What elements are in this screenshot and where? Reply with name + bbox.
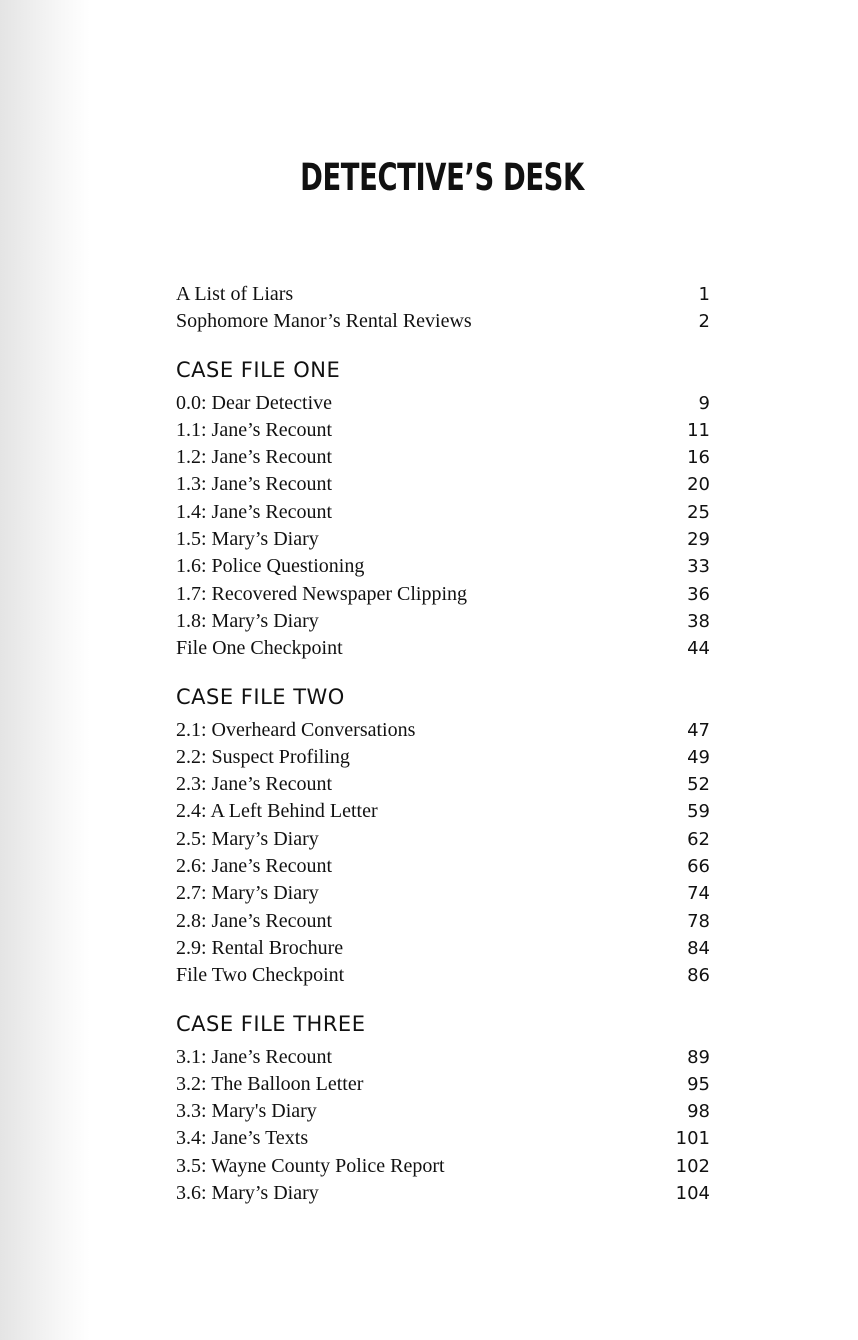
toc-entry-page: 49 xyxy=(687,746,710,768)
toc-entry-page: 66 xyxy=(687,856,710,878)
toc-entry[interactable] xyxy=(176,523,710,550)
toc-entry-label: 3.1: Jane’s Recount xyxy=(176,1045,333,1068)
toc-entry[interactable] xyxy=(176,1041,710,1068)
toc-entry-label: 3.4: Jane’s Texts xyxy=(176,1127,309,1150)
page-edge-shadow xyxy=(0,0,90,1340)
toc-entry-page: 16 xyxy=(687,447,710,469)
toc-entry[interactable] xyxy=(176,1095,710,1122)
toc-entry-page: 11 xyxy=(687,419,710,441)
toc-entry-label: 1.3: Jane’s Recount xyxy=(176,473,333,496)
toc-entry-page: 25 xyxy=(687,501,710,523)
toc-entry-label: 1.7: Recovered Newspaper Clipping xyxy=(176,582,468,605)
toc-entry[interactable] xyxy=(176,387,710,414)
toc-entry-label: 3.3: Mary's Diary xyxy=(176,1100,317,1123)
toc-entry-label: File Two Checkpoint xyxy=(176,964,345,987)
toc-entry[interactable] xyxy=(176,278,710,305)
toc-entry[interactable] xyxy=(176,496,710,523)
toc-entry-page: 89 xyxy=(687,1046,710,1068)
toc-entry-page: 29 xyxy=(687,529,710,551)
toc-entry-label: A List of Liars xyxy=(176,283,294,305)
toc-entry-label: 2.5: Mary’s Diary xyxy=(176,827,319,850)
toc-entry[interactable] xyxy=(176,632,710,659)
toc-entry-page: 20 xyxy=(687,474,710,496)
toc-entry-label: 2.9: Rental Brochure xyxy=(176,936,344,959)
table-of-contents xyxy=(176,278,710,1204)
toc-entry-page: 47 xyxy=(687,719,710,741)
toc-entry[interactable] xyxy=(176,1177,710,1204)
toc-entry-label: 2.3: Jane’s Recount xyxy=(176,773,333,796)
toc-entry[interactable] xyxy=(176,1068,710,1095)
toc-entry[interactable] xyxy=(176,959,710,986)
section-entry-list xyxy=(176,387,710,660)
section-entry-list xyxy=(176,714,710,987)
page-title: DETECTIVE’S DESK xyxy=(300,156,584,199)
toc-entry-label: 1.2: Jane’s Recount xyxy=(176,446,333,469)
toc-entry-label: Sophomore Manor’s Rental Reviews xyxy=(176,310,472,333)
toc-entry[interactable] xyxy=(176,605,710,632)
toc-entry[interactable] xyxy=(176,741,710,768)
toc-entry-label: File One Checkpoint xyxy=(176,637,343,660)
toc-entry-page: 52 xyxy=(687,774,710,796)
toc-entry-label: 3.6: Mary’s Diary xyxy=(176,1182,319,1205)
section-heading: CASE FILE THREE xyxy=(176,1011,366,1036)
toc-entry[interactable] xyxy=(176,1122,710,1149)
toc-entry-page: 2 xyxy=(698,311,710,333)
toc-entry-page: 104 xyxy=(675,1183,710,1205)
toc-entry[interactable] xyxy=(176,850,710,877)
toc-entry-page: 78 xyxy=(687,910,710,932)
toc-entry[interactable] xyxy=(176,823,710,850)
toc-entry[interactable] xyxy=(176,768,710,795)
toc-entry[interactable] xyxy=(176,578,710,605)
toc-entry-page: 62 xyxy=(687,828,710,850)
toc-entry-label: 1.4: Jane’s Recount xyxy=(176,500,333,523)
toc-entry-page: 101 xyxy=(675,1128,710,1150)
section-heading: CASE FILE ONE xyxy=(176,357,341,382)
toc-entry-page: 74 xyxy=(687,883,710,905)
toc-entry-page: 95 xyxy=(687,1073,710,1095)
toc-entry[interactable] xyxy=(176,1150,710,1177)
toc-entry-page: 38 xyxy=(687,610,710,632)
toc-entry-label: 1.5: Mary’s Diary xyxy=(176,528,319,551)
toc-entry[interactable] xyxy=(176,795,710,822)
case-file-sections xyxy=(176,353,710,1205)
toc-entry-page: 36 xyxy=(687,583,710,605)
section-entry-list xyxy=(176,1041,710,1205)
toc-entry-page: 84 xyxy=(687,937,710,959)
toc-entry[interactable] xyxy=(176,905,710,932)
toc-entry-page: 9 xyxy=(698,392,710,414)
toc-entry-page: 44 xyxy=(687,638,710,660)
toc-entry-label: 2.6: Jane’s Recount xyxy=(176,855,333,878)
toc-entry-label: 1.6: Police Questioning xyxy=(176,555,365,578)
toc-entry-page: 86 xyxy=(687,965,710,987)
toc-entry-label: 2.1: Overheard Conversations xyxy=(176,718,416,741)
toc-entry[interactable] xyxy=(176,877,710,904)
toc-entry-label: 0.0: Dear Detective xyxy=(176,391,333,414)
toc-entry[interactable] xyxy=(176,932,710,959)
front-matter-list xyxy=(176,278,710,333)
toc-entry[interactable] xyxy=(176,414,710,441)
section-heading: CASE FILE TWO xyxy=(176,684,345,709)
toc-entry-label: 1.1: Jane’s Recount xyxy=(176,418,333,441)
toc-entry-page: 98 xyxy=(687,1101,710,1123)
toc-entry-label: 3.5: Wayne County Police Report xyxy=(176,1154,445,1177)
toc-entry-label: 1.8: Mary’s Diary xyxy=(176,609,319,632)
toc-entry[interactable] xyxy=(176,714,710,741)
toc-entry-label: 2.8: Jane’s Recount xyxy=(176,909,333,932)
toc-entry[interactable] xyxy=(176,550,710,577)
toc-entry-page: 59 xyxy=(687,801,710,823)
toc-entry[interactable] xyxy=(176,305,710,332)
toc-entry-label: 3.2: The Balloon Letter xyxy=(176,1072,364,1095)
toc-entry-page: 102 xyxy=(675,1155,710,1177)
toc-entry-label: 2.4: A Left Behind Letter xyxy=(176,800,378,823)
toc-entry[interactable] xyxy=(176,468,710,495)
toc-entry[interactable] xyxy=(176,441,710,468)
toc-entry-label: 2.2: Suspect Profiling xyxy=(176,745,350,768)
toc-entry-page: 33 xyxy=(687,556,710,578)
toc-entry-page: 1 xyxy=(698,284,710,305)
toc-entry-label: 2.7: Mary’s Diary xyxy=(176,882,319,905)
